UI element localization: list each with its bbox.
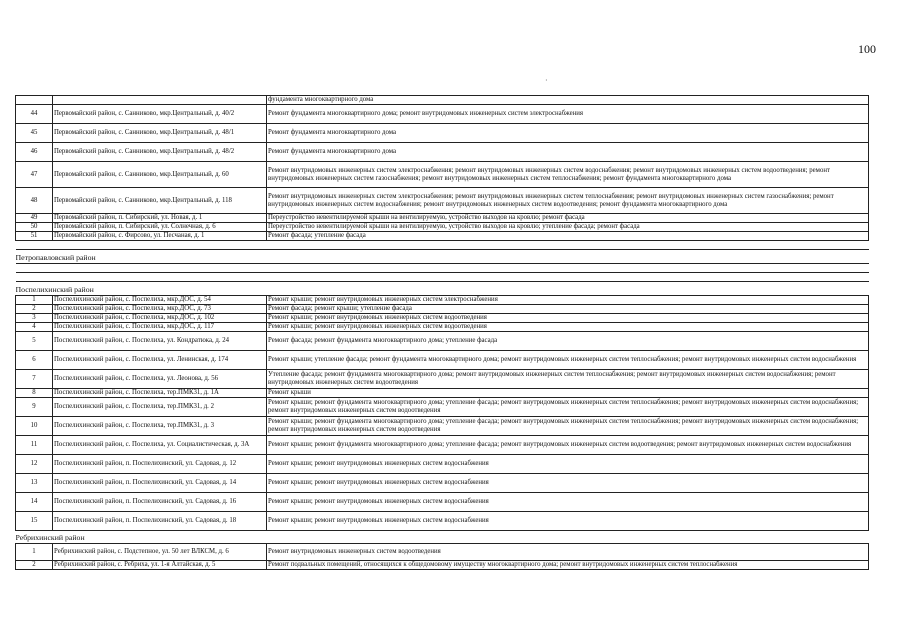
scan-speck: · xyxy=(545,76,548,85)
table-row xyxy=(16,351,869,370)
works-cell: Ремонт крыши; ремонт внутридомовых инженерных систем водоснабжения xyxy=(267,493,869,512)
table-row xyxy=(16,544,869,561)
row-number-cell: 3 xyxy=(16,314,53,323)
section-title: Поспелихинский район xyxy=(16,282,869,296)
table-row xyxy=(16,417,869,436)
table-row xyxy=(16,223,869,232)
table-row xyxy=(16,370,869,389)
row-number-cell: 44 xyxy=(16,105,53,124)
works-cell: Ремонт крыши; ремонт внутридомовых инженерных систем водоотведения xyxy=(267,314,869,323)
address-cell: Первомайский район, п. Сибирский, ул. Солнечная, д. 6 xyxy=(53,223,267,232)
address-cell: Поспелихинский район, с. Поспелиха, мкр.ДОС, д. 117 xyxy=(53,323,267,332)
row-number-cell: 48 xyxy=(16,188,53,214)
spacer-cell xyxy=(16,241,869,250)
works-cell: Переустройство невентилируемой крыши на вентилируемую, устройство выходов на кровлю; ремонт фасада xyxy=(267,214,869,223)
row-number-cell: 11 xyxy=(16,436,53,455)
row-number-cell: 4 xyxy=(16,323,53,332)
works-cell: Ремонт фундамента многоквартирного дома xyxy=(267,124,869,143)
table-row xyxy=(16,105,869,124)
address-cell: Первомайский район, с. Санниково, мкр.Центральный, д. 40/2 xyxy=(53,105,267,124)
row-number-cell: 10 xyxy=(16,417,53,436)
table-row xyxy=(16,305,869,314)
works-cell: Ремонт крыши; ремонт внутридомовых инженерных систем электроснабжения xyxy=(267,296,869,305)
section-title-row xyxy=(16,282,869,296)
works-cell: Ремонт крыши; ремонт фундамента многоквартирного дома; утепление фасада; ремонт внутридомовых инженерных систем водоотведения; ремонт внутридомовых инженерных систем водоснабжения xyxy=(267,436,869,455)
table-row xyxy=(16,314,869,323)
row-number-cell: 9 xyxy=(16,398,53,417)
address-cell: Поспелихинский район, с. Поспелиха, ул. Леонова, д. 56 xyxy=(53,370,267,389)
address-cell: Поспелихинский район, п. Поспелихинский, ул. Садовая, д. 16 xyxy=(53,493,267,512)
works-cell: Ремонт крыши; ремонт фундамента многоквартирного дома; утепление фасада; ремонт внутридомовых инженерных систем теплоснабжения; ремонт внутридомовых инженерных систем водоснабжения; ремонт внутридомовых инженерных систем водоотведения xyxy=(267,417,869,436)
address-cell: Ребрихинский район, с. Подстепное, ул. 50 лет ВЛКСМ, д. 6 xyxy=(53,544,267,561)
address-cell: Поспелихинский район, п. Поспелихинский, ул. Садовая, д. 18 xyxy=(53,512,267,531)
works-cell: Ремонт крыши; ремонт внутридомовых инженерных систем водоснабжения xyxy=(267,455,869,474)
works-cell: Ремонт фундамента многоквартирного дома; ремонт внутридомовых инженерных систем электроснабжения xyxy=(267,105,869,124)
address-cell: Первомайский район, с. Санниково, мкр.Центральный, д. 48/2 xyxy=(53,143,267,162)
row-number-cell: 15 xyxy=(16,512,53,531)
row-number-cell: 14 xyxy=(16,493,53,512)
row-number-cell: 8 xyxy=(16,389,53,398)
row-number-cell: 6 xyxy=(16,351,53,370)
works-cell: Ремонт внутридомовых инженерных систем электроснабжения; ремонт внутридомовых инженерных систем теплоснабжения; ремонт внутридомовых инженерных систем газоснабжения; ремонт внутридомовых инженерных систем водоснабжения; ремонт внутридомовых инженерных систем водоотведения; ремонт фундамента многоквартирного дома xyxy=(267,188,869,214)
address-cell: Первомайский район, п. Сибирский, ул. Новая, д. 1 xyxy=(53,214,267,223)
table-row xyxy=(16,232,869,241)
works-cell: Ремонт подвальных помещений, относящихся к общедомовому имуществу многоквартирного дома; ремонт внутридомовых инженерных систем теплоснабжения xyxy=(267,561,869,570)
spacer-row xyxy=(16,241,869,250)
address-cell: Поспелихинский район, с. Поспелиха, мкр.ДОС, д. 73 xyxy=(53,305,267,314)
works-cell: Ремонт крыши; ремонт внутридомовых инженерных систем водоснабжения xyxy=(267,512,869,531)
row-number-cell: 51 xyxy=(16,232,53,241)
table-row xyxy=(16,143,869,162)
page-number: 100 xyxy=(858,42,876,56)
works-cell: Ремонт внутридомовых инженерных систем электроснабжения; ремонт внутридомовых инженерных систем водоснабжения; ремонт внутридомовых инженерных систем водоотведения; ремонт внутридомовых инженерных систем газоснабжения; ремонт внутридомовых инженерных систем теплоснабжения; ремонт фундамента многоквартирного дома xyxy=(267,162,869,188)
spacer-row xyxy=(16,273,869,282)
row-number-cell: 46 xyxy=(16,143,53,162)
row-number-cell: 50 xyxy=(16,223,53,232)
table-row xyxy=(16,493,869,512)
works-cell: Ремонт фасада; ремонт фундамента многоквартирного дома; утепление фасада xyxy=(267,332,869,351)
table-row xyxy=(16,162,869,188)
table-row xyxy=(16,512,869,531)
address-cell: Поспелихинский район, с. Поспелиха, тер.ПМК31, д. 1А xyxy=(53,389,267,398)
row-number-cell: 2 xyxy=(16,305,53,314)
address-cell xyxy=(53,96,267,105)
row-number-cell: 45 xyxy=(16,124,53,143)
row-number-cell xyxy=(16,96,53,105)
address-cell: Поспелихинский район, с. Поспелиха, ул. Кондратюка, д. 24 xyxy=(53,332,267,351)
works-cell: Утепление фасада; ремонт фундамента многоквартирного дома; ремонт внутридомовых инженерных систем теплоснабжения; ремонт внутридомовых инженерных систем водоснабжения; ремонт внутридомовых инженерных систем водоотведения xyxy=(267,370,869,389)
address-cell: Поспелихинский район, с. Поспелиха, ул. Социалистическая, д. 3А xyxy=(53,436,267,455)
table-row xyxy=(16,474,869,493)
table-row xyxy=(16,398,869,417)
table-row xyxy=(16,436,869,455)
row-number-cell: 49 xyxy=(16,214,53,223)
table-row xyxy=(16,561,869,570)
address-cell: Первомайский район, с. Санниково, мкр.Центральный, д. 48/1 xyxy=(53,124,267,143)
spacer-cell xyxy=(16,273,869,282)
address-cell: Первомайский район, с. Санниково, мкр.Центральный, д. 118 xyxy=(53,188,267,214)
row-number-cell: 47 xyxy=(16,162,53,188)
section-title-row xyxy=(16,531,869,544)
works-cell: Ремонт фасада; утепление фасада xyxy=(267,232,869,241)
works-cell: Ремонт крыши; ремонт внутридомовых инженерных систем водоснабжения xyxy=(267,474,869,493)
address-cell: Поспелихинский район, п. Поспелихинский, ул. Садовая, д. 14 xyxy=(53,474,267,493)
works-cell: Ремонт внутридомовых инженерных систем водоотведения xyxy=(267,544,869,561)
address-cell: Поспелихинский район, с. Поспелиха, тер.ПМК31, д. 2 xyxy=(53,398,267,417)
row-number-cell: 13 xyxy=(16,474,53,493)
address-cell: Ребрихинский район, с. Ребриха, ул. 1-я Алтайская, д. 5 xyxy=(53,561,267,570)
address-cell: Поспелихинский район, п. Поспелихинский, ул. Садовая, д. 12 xyxy=(53,455,267,474)
row-number-cell: 5 xyxy=(16,332,53,351)
works-cell: Ремонт фундамента многоквартирного дома xyxy=(267,143,869,162)
row-number-cell: 1 xyxy=(16,544,53,561)
works-cell: фундамента многоквартирного дома xyxy=(267,96,869,105)
address-cell: Поспелихинский район, с. Поспелиха, мкр.ДОС, д. 102 xyxy=(53,314,267,323)
table-row xyxy=(16,214,869,223)
repair-program-table xyxy=(15,95,869,570)
works-cell: Ремонт фасада; ремонт крыши; утепление фасада xyxy=(267,305,869,314)
works-cell: Ремонт крыши; ремонт фундамента многоквартирного дома; утепление фасада; ремонт внутридомовых инженерных систем теплоснабжения; ремонт внутридомовых инженерных систем водоснабжения; ремонт внутридомовых инженерных систем водоотведения xyxy=(267,398,869,417)
table-row xyxy=(16,332,869,351)
row-number-cell: 2 xyxy=(16,561,53,570)
table-row-continuation xyxy=(16,96,869,105)
section-title: Ребрихинский район xyxy=(16,531,869,544)
table-row xyxy=(16,389,869,398)
table-row xyxy=(16,296,869,305)
row-number-cell: 1 xyxy=(16,296,53,305)
works-cell: Ремонт крыши xyxy=(267,389,869,398)
works-cell: Ремонт крыши; утепление фасада; ремонт фундамента многоквартирного дома; ремонт внутридомовых инженерных систем теплоснабжения; ремонт внутридомовых инженерных систем водоснабжения xyxy=(267,351,869,370)
works-cell: Переустройство невентилируемой крыши на вентилируемую, устройство выходов на кровлю; утепление фасада; ремонт фасада xyxy=(267,223,869,232)
address-cell: Первомайский район, с. Фирсово, ул. Песчаная, д. 1 xyxy=(53,232,267,241)
address-cell: Первомайский район, с. Санниково, мкр.Центральный, д. 60 xyxy=(53,162,267,188)
spacer-cell xyxy=(16,264,869,273)
address-cell: Поспелихинский район, с. Поспелиха, мкр.ДОС, д. 54 xyxy=(53,296,267,305)
row-number-cell: 7 xyxy=(16,370,53,389)
table-row xyxy=(16,124,869,143)
works-cell: Ремонт крыши; ремонт внутридомовых инженерных систем водоотведения xyxy=(267,323,869,332)
section-title: Петропавловский район xyxy=(16,250,869,264)
section-title-row xyxy=(16,250,869,264)
table-row xyxy=(16,323,869,332)
table-row xyxy=(16,188,869,214)
row-number-cell: 12 xyxy=(16,455,53,474)
table-row xyxy=(16,455,869,474)
spacer-row xyxy=(16,264,869,273)
address-cell: Поспелихинский район, с. Поспелиха, тер.ПМК31, д. 3 xyxy=(53,417,267,436)
address-cell: Поспелихинский район, с. Поспелиха, ул. Ленинская, д. 174 xyxy=(53,351,267,370)
